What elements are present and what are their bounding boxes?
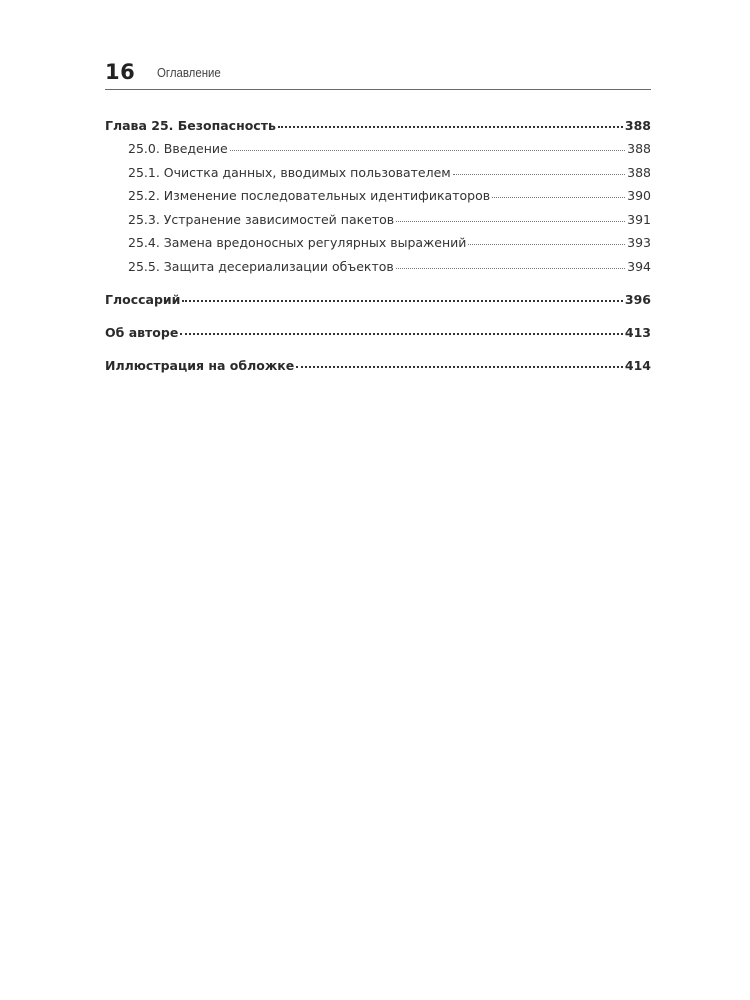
toc-page-number: 394	[627, 258, 651, 274]
page-header	[105, 58, 651, 88]
toc-entry-label: Иллюстрация на обложке	[105, 358, 295, 373]
toc-glossary[interactable]	[105, 292, 651, 315]
table-of-contents	[105, 118, 651, 381]
toc-page-number: 414	[624, 358, 651, 373]
toc-entry-label: 25.5. Защита десериализации объектов	[128, 258, 394, 274]
toc-about-author[interactable]	[105, 325, 651, 348]
dot-leader	[396, 268, 625, 269]
toc-section-25-4[interactable]	[128, 235, 651, 259]
toc-page-number: 413	[624, 325, 651, 340]
toc-entry-label: 25.4. Замена вредоносных регулярных выражений	[128, 235, 467, 250]
page-number: 16	[105, 60, 136, 84]
toc-page-number: 393	[627, 235, 651, 250]
dot-leader	[230, 150, 625, 151]
toc-page-number: 396	[624, 292, 651, 307]
dot-leader	[492, 197, 625, 198]
dot-leader	[278, 126, 623, 128]
dot-leader	[453, 174, 625, 175]
toc-page-number: 390	[627, 188, 651, 203]
toc-page-number: 388	[624, 118, 651, 133]
toc-entry-label: Глоссарий	[105, 292, 181, 307]
toc-section-25-1[interactable]	[128, 165, 651, 189]
toc-entry-label: Глава 25. Безопасность	[105, 118, 276, 133]
dot-leader	[182, 300, 622, 302]
toc-entry-label: 25.1. Очистка данных, вводимых пользователем	[128, 164, 451, 180]
toc-section-25-0[interactable]	[128, 141, 651, 165]
toc-entry-label: 25.2. Изменение последовательных идентификаторов	[128, 188, 491, 203]
toc-entry-label: 25.3. Устранение зависимостей пакетов	[128, 211, 395, 227]
toc-entry-label: Об авторе	[105, 325, 179, 340]
toc-section-25-2[interactable]	[128, 188, 651, 212]
header-divider	[105, 89, 651, 90]
toc-entry-label: 25.0. Введение	[128, 141, 228, 156]
toc-cover-illustration[interactable]	[105, 358, 651, 381]
toc-section-25-5[interactable]	[128, 259, 651, 283]
toc-page-number: 388	[627, 164, 651, 180]
toc-section-25-3[interactable]	[128, 212, 651, 236]
toc-page-number: 388	[627, 141, 651, 156]
dot-leader	[296, 366, 623, 368]
dot-leader	[180, 333, 623, 335]
toc-chapter-security[interactable]	[105, 118, 651, 141]
running-section-title: Оглавление	[157, 65, 221, 80]
toc-page-number: 391	[627, 211, 651, 227]
dot-leader	[396, 221, 625, 222]
dot-leader	[468, 244, 625, 245]
